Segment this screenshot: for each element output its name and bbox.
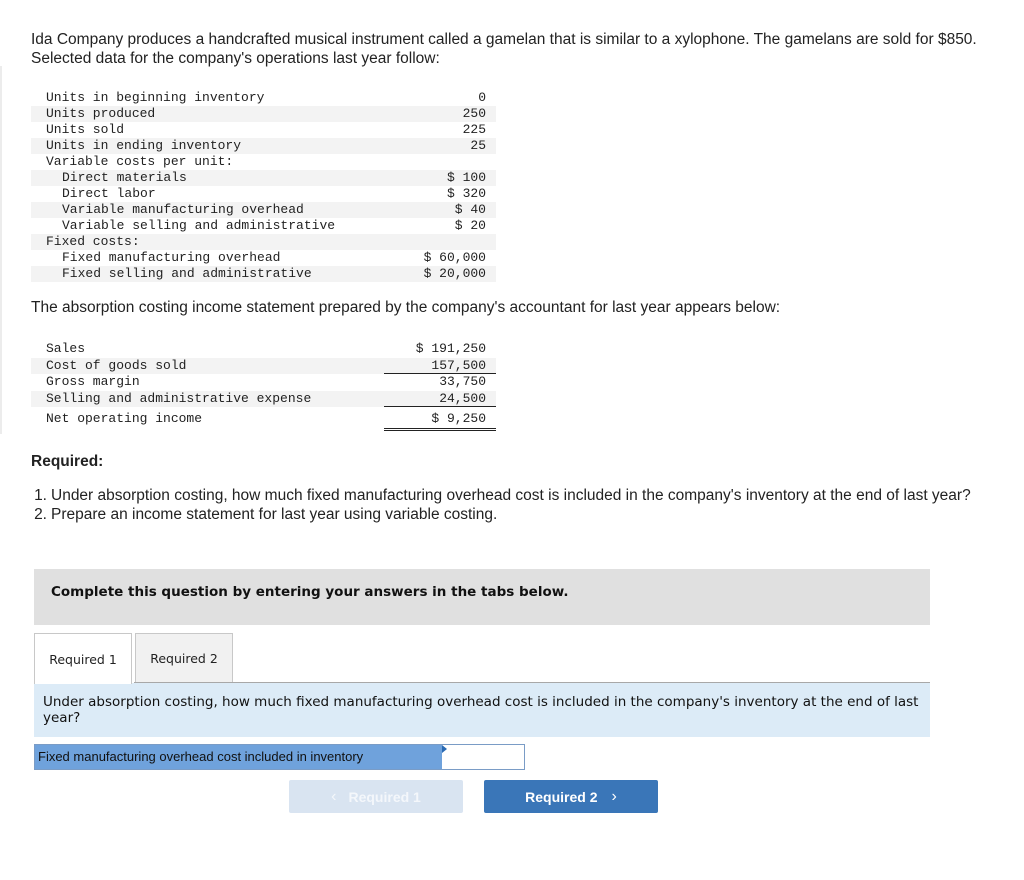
instructions-banner: Complete this question by entering your answers in the tabs below. bbox=[34, 569, 930, 625]
tab-required-1[interactable]: Required 1 bbox=[34, 633, 132, 684]
required-list bbox=[31, 486, 1006, 524]
data-row: Fixed manufacturing overhead $ 60,000 bbox=[62, 250, 486, 265]
required-heading: Required: bbox=[31, 453, 104, 470]
problem-intro: Ida Company produces a handcrafted musical instrument called a gamelan that is similar to a xylophone. The gamelans are sold for $850. Selected data for the company's operations last year follow: bbox=[31, 31, 977, 67]
data-row: Variable selling and administrative $ 20 bbox=[62, 218, 486, 233]
answer-row bbox=[34, 744, 525, 770]
statement-row-total: Net operating income $ 9,250 bbox=[31, 411, 496, 428]
tab-bar bbox=[34, 633, 233, 683]
data-row: Variable costs per unit: bbox=[46, 154, 234, 169]
input-flag-icon bbox=[442, 745, 447, 753]
chevron-right-icon: › bbox=[611, 787, 617, 805]
answer-label: Fixed manufacturing overhead cost included in inventory bbox=[35, 745, 442, 769]
data-row: Units produced 250 bbox=[31, 106, 496, 122]
statement-row: Sales $ 191,250 bbox=[46, 341, 486, 356]
operating-data-table bbox=[31, 90, 496, 282]
data-row: Direct labor $ 320 bbox=[62, 186, 486, 201]
required-item: 2. Prepare an income statement for last year using variable costing. bbox=[34, 506, 498, 523]
data-row: Units in ending inventory 25 bbox=[31, 138, 496, 154]
statement-row: Selling and administrative expense 24,500 bbox=[31, 391, 496, 408]
data-row: Direct materials $ 100 bbox=[31, 170, 496, 186]
statement-intro: The absorption costing income statement prepared by the company's accountant for last year appears below: bbox=[31, 299, 781, 316]
chevron-left-icon: ‹ bbox=[331, 787, 337, 805]
left-margin-rule bbox=[0, 66, 2, 434]
fixed-overhead-in-inventory-input[interactable] bbox=[442, 745, 524, 769]
next-tab-button[interactable]: Required 2 › bbox=[484, 780, 658, 813]
statement-row: Gross margin 33,750 bbox=[46, 374, 486, 389]
answer-input-wrapper bbox=[442, 745, 524, 769]
data-row: Units sold 225 bbox=[46, 122, 486, 137]
statement-row: Cost of goods sold 157,500 bbox=[31, 358, 496, 375]
required-item: 1. Under absorption costing, how much fixed manufacturing overhead cost is included in the company's inventory at the end of last year? bbox=[34, 487, 971, 504]
data-row: Fixed costs: bbox=[31, 234, 496, 250]
question-prompt: Under absorption costing, how much fixed manufacturing overhead cost is included in the company's inventory at the end of last year? bbox=[34, 683, 930, 737]
tab-required-2[interactable]: Required 2 bbox=[135, 633, 233, 683]
data-row: Variable manufacturing overhead $ 40 bbox=[31, 202, 496, 218]
data-row: Units in beginning inventory 0 bbox=[46, 90, 486, 105]
data-row: Fixed selling and administrative $ 20,000 bbox=[31, 266, 496, 282]
previous-tab-button[interactable]: ‹ Required 1 bbox=[289, 780, 463, 813]
absorption-income-statement bbox=[31, 341, 496, 428]
